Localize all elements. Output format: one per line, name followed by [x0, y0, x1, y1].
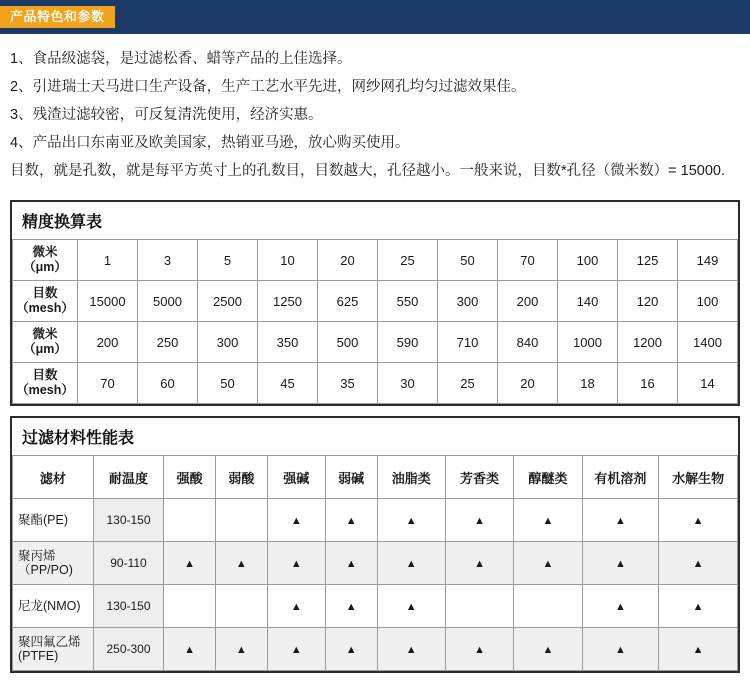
compatibility-empty-cell — [445, 585, 513, 628]
compatibility-mark-cell — [377, 499, 445, 542]
compatibility-mark-cell — [215, 542, 267, 585]
triangle-icon: ▲ — [405, 644, 417, 656]
cell: 30 — [378, 363, 438, 404]
triangle-icon: ▲ — [405, 558, 417, 570]
cell: 1000 — [558, 322, 618, 363]
material-performance-block — [10, 416, 740, 673]
cell: 350 — [258, 322, 318, 363]
triangle-icon: ▲ — [474, 558, 485, 570]
row-label: 目数（mesh） — [13, 363, 78, 404]
intro-paragraph: 目数，就是孔数，就是每平方英寸上的孔数目，目数越大，孔径越小。一般来说，目数*孔径（微米数）= 15000. — [10, 163, 725, 179]
cell: 120 — [618, 281, 678, 322]
row-label: 微米（μm） — [13, 322, 78, 363]
table-row — [13, 628, 738, 671]
compatibility-mark-cell — [267, 628, 325, 671]
cell: 25 — [438, 363, 498, 404]
cell: 70 — [78, 363, 138, 404]
compatibility-mark-cell — [377, 542, 445, 585]
cell: 140 — [558, 281, 618, 322]
triangle-icon: ▲ — [345, 515, 357, 527]
table-row — [13, 281, 738, 322]
temperature-cell: 90-110 — [93, 542, 163, 585]
compatibility-empty-cell — [164, 585, 216, 628]
triangle-icon: ▲ — [614, 558, 626, 570]
cell: 200 — [498, 281, 558, 322]
cell: 20 — [498, 363, 558, 404]
cell: 16 — [618, 363, 678, 404]
compatibility-mark-cell — [164, 542, 216, 585]
cell: 14 — [678, 363, 738, 404]
row-label: 微米（μm） — [13, 240, 78, 281]
triangle-icon: ▲ — [614, 601, 626, 613]
column-header: 强酸 — [164, 456, 216, 499]
triangle-icon: ▲ — [345, 601, 357, 613]
triangle-icon: ▲ — [235, 644, 247, 656]
cell: 200 — [78, 322, 138, 363]
table-row — [13, 499, 738, 542]
compatibility-mark-cell — [659, 542, 738, 585]
triangle-icon: ▲ — [184, 644, 196, 656]
compatibility-mark-cell — [514, 628, 582, 671]
column-header: 有机溶剂 — [582, 456, 659, 499]
material-table — [12, 455, 738, 671]
triangle-icon: ▲ — [614, 515, 626, 527]
cell: 550 — [378, 281, 438, 322]
cell: 35 — [318, 363, 378, 404]
compatibility-empty-cell — [514, 585, 582, 628]
compatibility-mark-cell — [377, 585, 445, 628]
cell: 1 — [78, 240, 138, 281]
compatibility-mark-cell — [659, 585, 738, 628]
cell: 500 — [318, 322, 378, 363]
column-header: 强碱 — [267, 456, 325, 499]
triangle-icon: ▲ — [474, 644, 485, 656]
compatibility-mark-cell — [445, 628, 513, 671]
precision-table — [12, 239, 738, 404]
intro-line-2: 2、引进瑞士天马进口生产设备，生产工艺水平先进，网纱网孔均匀过滤效果佳。 — [10, 79, 526, 95]
table-row — [13, 585, 738, 628]
triangle-icon: ▲ — [405, 515, 417, 527]
triangle-icon: ▲ — [614, 644, 626, 656]
compatibility-mark-cell — [267, 542, 325, 585]
cell: 149 — [678, 240, 738, 281]
table-row — [13, 542, 738, 585]
compatibility-mark-cell — [582, 542, 659, 585]
triangle-icon: ▲ — [290, 515, 302, 527]
material-name-cell: 尼龙(NMO) — [13, 585, 94, 628]
column-header: 滤材 — [13, 456, 94, 499]
triangle-icon: ▲ — [184, 558, 196, 570]
compatibility-mark-cell — [582, 585, 659, 628]
compatibility-mark-cell — [659, 499, 738, 542]
triangle-icon: ▲ — [345, 644, 357, 656]
material-table-title: 过滤材料性能表 — [22, 430, 135, 447]
compatibility-mark-cell — [445, 499, 513, 542]
table-header-row — [13, 456, 738, 499]
temperature-cell: 130-150 — [93, 499, 163, 542]
cell: 2500 — [198, 281, 258, 322]
compatibility-mark-cell — [325, 628, 377, 671]
compatibility-mark-cell — [267, 585, 325, 628]
temperature-cell: 250-300 — [93, 628, 163, 671]
table-row — [13, 322, 738, 363]
cell: 20 — [318, 240, 378, 281]
triangle-icon: ▲ — [692, 644, 704, 656]
cell: 15000 — [78, 281, 138, 322]
material-name-cell: 聚四氟乙烯(PTFE) — [13, 628, 94, 671]
cell: 100 — [558, 240, 618, 281]
material-name-cell: 聚丙烯（PP/PO) — [13, 542, 94, 585]
precision-conversion-block — [10, 200, 740, 406]
cell: 1200 — [618, 322, 678, 363]
intro-line-3: 3、残渣过滤较密，可反复清洗使用，经济实惠。 — [10, 107, 323, 123]
cell: 590 — [378, 322, 438, 363]
triangle-icon: ▲ — [405, 601, 417, 613]
cell: 10 — [258, 240, 318, 281]
row-label: 目数（mesh） — [13, 281, 78, 322]
compatibility-empty-cell — [215, 585, 267, 628]
banner-tag-label: 产品特色和参数 — [0, 6, 115, 28]
compatibility-mark-cell — [445, 542, 513, 585]
intro-line-1: 1、食品级滤袋，是过滤松香、蜡等产品的上佳选择。 — [10, 51, 352, 67]
triangle-icon: ▲ — [542, 644, 554, 656]
section-banner — [0, 0, 750, 34]
column-header: 耐温度 — [93, 456, 163, 499]
compatibility-empty-cell — [164, 499, 216, 542]
cell: 1250 — [258, 281, 318, 322]
material-name-cell: 聚酯(PE) — [13, 499, 94, 542]
precision-table-title: 精度换算表 — [22, 214, 103, 231]
column-header: 弱酸 — [215, 456, 267, 499]
table-row — [13, 240, 738, 281]
intro-line-4: 4、产品出口东南亚及欧美国家，热销亚马逊，放心购买使用。 — [10, 135, 410, 151]
column-header: 弱碱 — [325, 456, 377, 499]
triangle-icon: ▲ — [290, 601, 302, 613]
cell: 70 — [498, 240, 558, 281]
intro-text — [0, 34, 750, 190]
compatibility-mark-cell — [582, 628, 659, 671]
cell: 300 — [198, 322, 258, 363]
cell: 18 — [558, 363, 618, 404]
compatibility-mark-cell — [215, 628, 267, 671]
column-header: 醇醚类 — [514, 456, 582, 499]
cell: 3 — [138, 240, 198, 281]
triangle-icon: ▲ — [290, 558, 302, 570]
cell: 50 — [198, 363, 258, 404]
cell: 45 — [258, 363, 318, 404]
compatibility-mark-cell — [659, 628, 738, 671]
triangle-icon: ▲ — [474, 515, 485, 527]
cell: 710 — [438, 322, 498, 363]
compatibility-mark-cell — [164, 628, 216, 671]
triangle-icon: ▲ — [542, 515, 554, 527]
cell: 100 — [678, 281, 738, 322]
cell: 125 — [618, 240, 678, 281]
triangle-icon: ▲ — [692, 515, 704, 527]
cell: 300 — [438, 281, 498, 322]
table-row — [13, 363, 738, 404]
column-header: 水解生物 — [659, 456, 738, 499]
cell: 5 — [198, 240, 258, 281]
compatibility-mark-cell — [325, 542, 377, 585]
compatibility-mark-cell — [325, 499, 377, 542]
cell: 1400 — [678, 322, 738, 363]
cell: 50 — [438, 240, 498, 281]
cell: 840 — [498, 322, 558, 363]
cell: 25 — [378, 240, 438, 281]
compatibility-mark-cell — [582, 499, 659, 542]
triangle-icon: ▲ — [692, 601, 704, 613]
triangle-icon: ▲ — [235, 558, 247, 570]
compatibility-empty-cell — [215, 499, 267, 542]
triangle-icon: ▲ — [692, 558, 704, 570]
triangle-icon: ▲ — [290, 644, 302, 656]
cell: 625 — [318, 281, 378, 322]
compatibility-mark-cell — [514, 542, 582, 585]
cell: 60 — [138, 363, 198, 404]
compatibility-mark-cell — [267, 499, 325, 542]
temperature-cell: 130-150 — [93, 585, 163, 628]
compatibility-mark-cell — [325, 585, 377, 628]
cell: 5000 — [138, 281, 198, 322]
cell: 250 — [138, 322, 198, 363]
triangle-icon: ▲ — [345, 558, 357, 570]
column-header: 芳香类 — [445, 456, 513, 499]
compatibility-mark-cell — [377, 628, 445, 671]
triangle-icon: ▲ — [542, 558, 554, 570]
compatibility-mark-cell — [514, 499, 582, 542]
column-header: 油脂类 — [377, 456, 445, 499]
